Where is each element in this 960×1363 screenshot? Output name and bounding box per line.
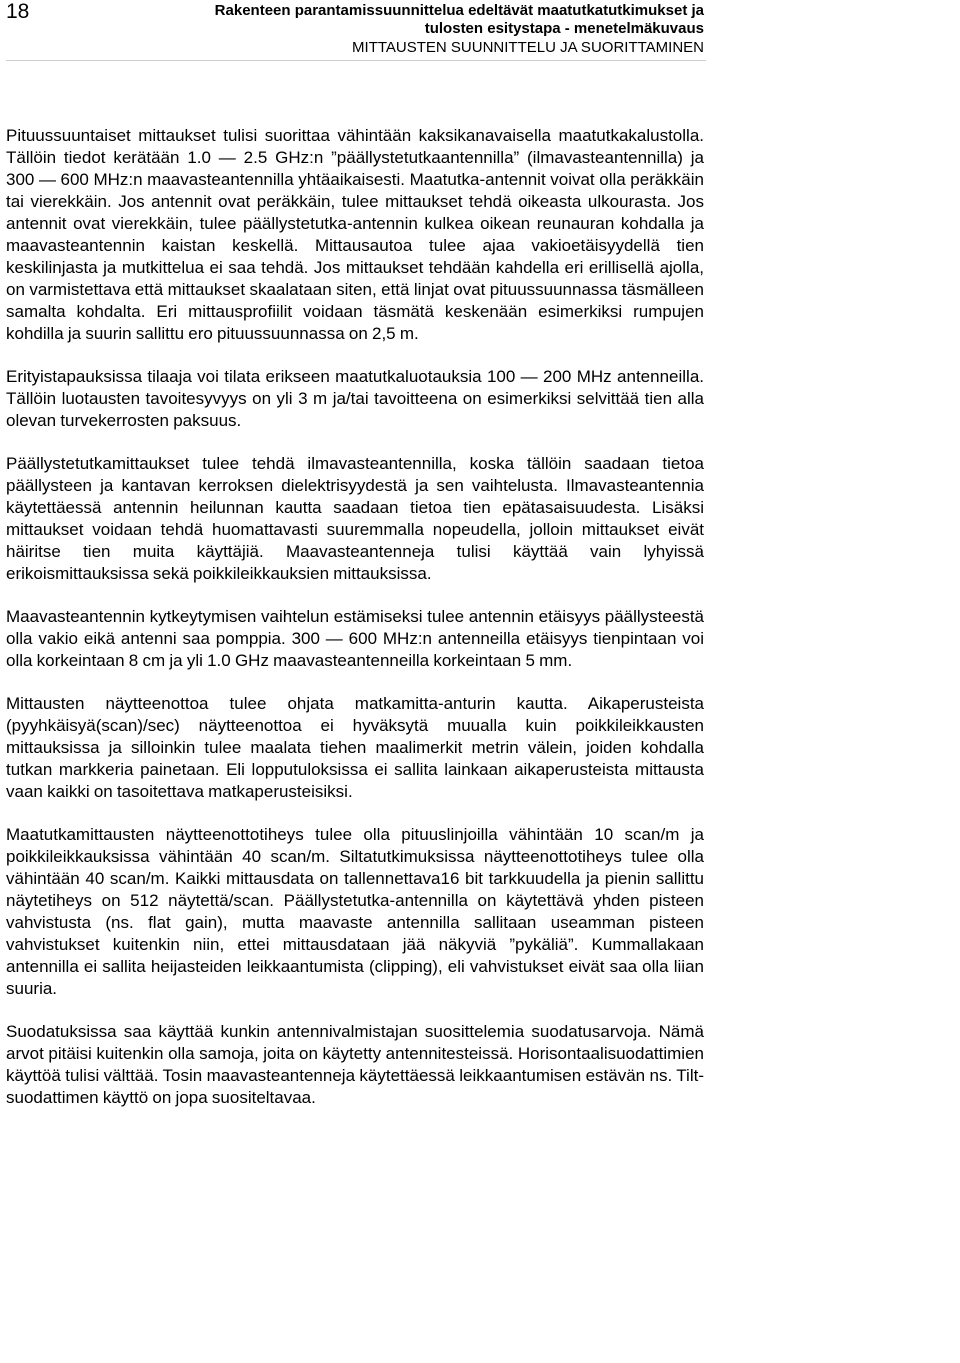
header-section-title: MITTAUSTEN SUUNNITTELU JA SUORITTAMINEN [352, 39, 704, 56]
paragraph-ground-coupled-antenna: Maavasteantennin kytkeytymisen vaihtelun estämiseksi tulee antennin etäisyys päällysteestä olla vakio eikä antenni saa pomppia. 300 — 600 MHz:n antenneilla etäisyys tienpintaan voi olla korkeintaan 8 cm ja yli 1.0 GHz maavasteantenneilla korkeintaan 5 mm. [6, 607, 704, 670]
header-title-line-2: tulosten esitystapa - menetelmäkuvaus [424, 20, 704, 37]
running-header [215, 2, 704, 57]
paragraph-sampling-density: Maatutkamittausten näytteenottotiheys tulee olla pituuslinjoilla vähintään 10 scan/m ja poikkileikkauksissa vähintään 40 scan/m. Siltatutkimuksissa näytteenottotiheys tulee olla vähintään 40 scan/m. Kaikki mittausdata on tallennettava16 bit tarkkuudella ja pienin sallittu näytetiheys on 512 näytettä/scan. Päällystetutka-antennilla on käytettävä yhden pisteen vahvistusta (ns. flat gain), mutta maavaste antennilla sallitaan useamman pisteen vahvistukset kuitenkin niin, ettei mittausdataan jää näkyviä ”pykäliä”. Kummallakaan antennilla ei sallita heijasteiden leikkaantumista (clipping), eli vahvistukset eivät saa olla liian suuria. [6, 825, 704, 998]
page-number: 18 [6, 0, 30, 23]
header-divider [6, 60, 706, 61]
paragraph-filtering: Suodatuksissa saa käyttää kunkin antennivalmistajan suosittelemia suodatusarvoja. Nämä arvot pitäisi kuitenkin olla samoja, joita on käytetty antennitesteissä. Horisontaalisuodattimien käyttöä tulisi välttää. Tosin maavasteantenneja käytettäessä leikkaantumisen estävän ns. Tilt-suodattimen käyttö on jopa suositeltavaa. [6, 1022, 704, 1107]
paragraph-sampling-control: Mittausten näytteenottoa tulee ohjata matkamitta-anturin kautta. Aikaperusteista (pyyhkäisyä(scan)/sec) näytteenottoa ei hyväksytä muualla kuin poikkileikkausten mittauksissa ja silloinkin tulee maalata tiehen maalimerkit metrin välein, joiden kohdalla tutkan markkeria painetaan. Eli lopputuloksissa ei sallita lainkaan aikaperusteista mittausta vaan kaikki on tasoitettava matkaperusteisiksi. [6, 694, 704, 801]
document-body [6, 125, 704, 1130]
header-title-line-1: Rakenteen parantamissuunnittelua edeltävät maatutkatutkimukset ja [214, 2, 704, 19]
paragraph-special-cases: Erityistapauksissa tilaaja voi tilata erikseen maatutkaluotauksia 100 — 200 MHz antenneilla. Tällöin luotausten tavoitesyvyys on yli 3 m ja/tai tavoitteena on esimerkiksi selvittää tien alla olevan turvekerrosten paksuus. [6, 367, 704, 430]
paragraph-longitudinal-measurements: Pituussuuntaiset mittaukset tulisi suorittaa vähintään kaksikanavaisella maatutkakalustolla. Tällöin tiedot kerätään 1.0 — 2.5 GHz:n ”päällystetutkaantennilla” (ilmavasteantennilla) ja 300 — 600 MHz:n maavasteantennilla yhtäaikaisesti. Maatutka-antennit voivat olla peräkkäin tai vierekkäin. Jos antennit ovat peräkkäin, tulee mittaukset tehdä oikeasta ulkourasta. Jos antennit ovat vierekkäin, tulee päällystetutka-antennin kulkea oikean reunauran kohdalla ja maavasteantennin kaistan keskellä. Mittausautoa tulee ajaa vakioetäisyydellä tien keskilinjasta ja mutkittelua ei saa tehdä. Jos mittaukset tehdään kahdella eri erillisellä ajolla, on varmistettava että mittaukset skaalataan siten, että linjat ovat pituussuunnassa täsmälleen samalta kohdalta. Eri mittausprofiilit voidaan täsmätä keskenään esimerkiksi rumpujen kohdilla ja suurin sallittu ero pituussuunnassa on 2,5 m. [6, 126, 704, 343]
paragraph-pavement-radar: Päällystetutkamittaukset tulee tehdä ilmavasteantennilla, koska tällöin saadaan tietoa päällysteen ja kantavan kerroksen dielektrisyydestä ja sen vaihtelusta. Ilmavasteantennia käytettäessä antennin heilunnan kautta saadaan tietoa tien epätasaisuudesta. Lisäksi mittaukset voidaan tehdä huomattavasti suuremmalla nopeudella, jolloin mittaukset eivät häiritse tien muita käyttäjiä. Maavasteantenneja tulisi käyttää vain lyhyissä erikoismittauksissa sekä poikkileikkauksien mittauksissa. [6, 454, 704, 583]
